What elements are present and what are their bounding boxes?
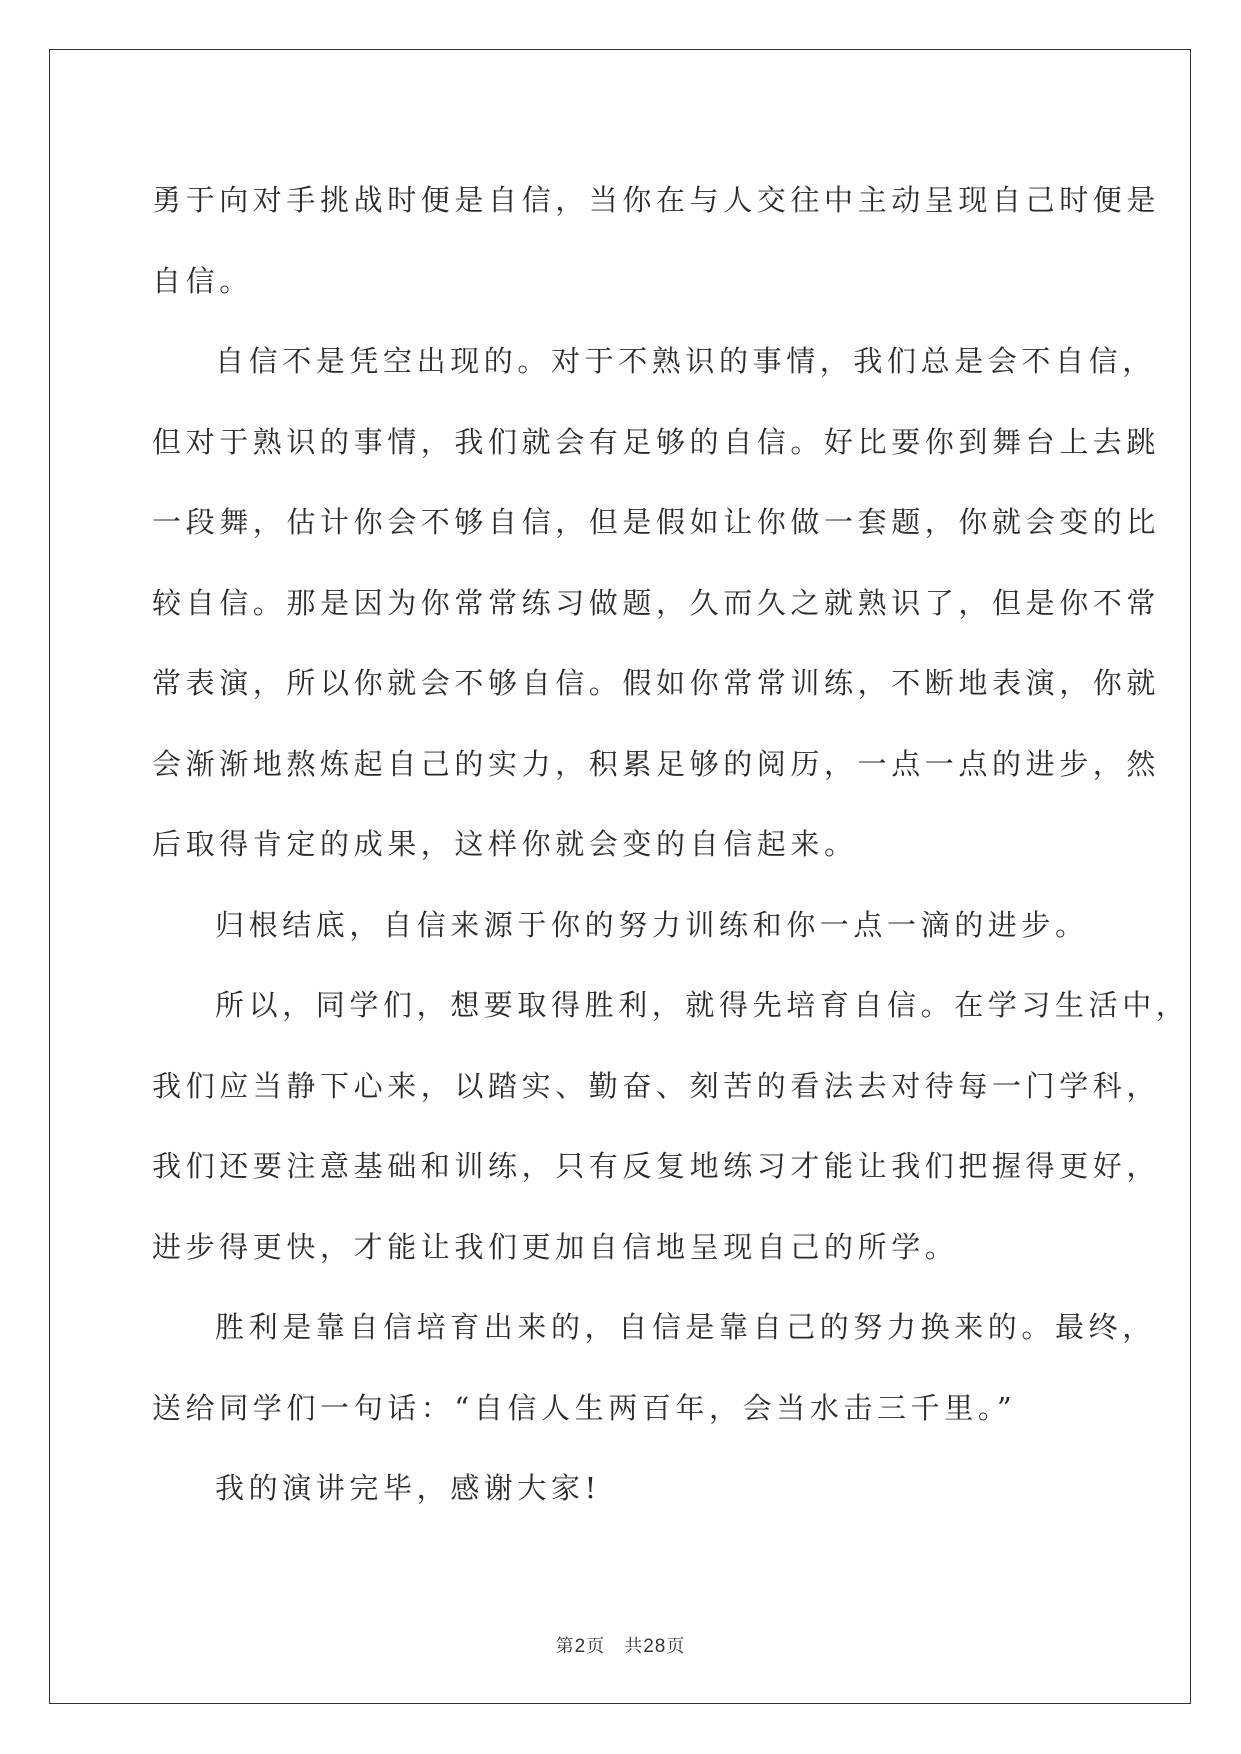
text-line: 送给同学们一句话：“自信人生两百年，会当水击三千里。” bbox=[152, 1390, 1017, 1425]
text-line: 较自信。那是因为你常常练习做题，久而久之就熟识了，但是你不常 bbox=[152, 585, 1161, 620]
text-line: 一段舞，估计你会不够自信，但是假如让你做一套题，你就会变的比 bbox=[152, 505, 1161, 539]
page-mid: 页 共 bbox=[586, 1636, 644, 1657]
text-line: 但对于熟识的事情，我们就会有足够的自信。好比要你到舞台上去跳 bbox=[152, 424, 1161, 459]
text-line: 进步得更快，才能让我们更加自信地呈现自己的所学。 bbox=[152, 1229, 959, 1264]
text-line: 我们还要注意基础和训练，只有反复地练习才能让我们把握得更好， bbox=[152, 1149, 1161, 1183]
page-number-footer bbox=[0, 1632, 1241, 1658]
text-line: 会渐渐地熬炼起自己的实力，积累足够的阅历，一点一点的进步，然 bbox=[152, 746, 1161, 781]
text-line: 所以，同学们，想要取得胜利，就得先培育自信。在学习生活中， bbox=[215, 988, 1190, 1022]
page-suffix: 页 bbox=[666, 1636, 686, 1657]
page-prefix: 第 bbox=[555, 1636, 575, 1657]
text-line: 我们应当静下心来，以踏实、勤奋、刻苦的看法去对待每一门学科， bbox=[152, 1068, 1161, 1103]
text-line: 勇于向对手挑战时便是自信，当你在与人交往中主动呈现自己时便是 bbox=[152, 183, 1161, 217]
text-line: 后取得肯定的成果，这样你就会变的自信起来。 bbox=[152, 827, 858, 861]
page-current: 2 bbox=[574, 1636, 587, 1657]
text-line: 胜利是靠自信培育出来的，自信是靠自己的努力换来的。最终， bbox=[215, 1310, 1156, 1344]
page-total: 28 bbox=[643, 1636, 667, 1657]
text-line: 常表演，所以你就会不够自信。假如你常常训练，不断地表演，你就 bbox=[152, 666, 1161, 700]
text-line: 归根结底，自信来源于你的努力训练和你一点一滴的进步。 bbox=[215, 907, 1089, 942]
text-line: 自信。 bbox=[152, 263, 253, 298]
text-line: 我的演讲完毕，感谢大家! bbox=[215, 1471, 601, 1505]
body-text bbox=[152, 160, 1190, 1529]
text-line: 自信不是凭空出现的。对于不熟识的事情，我们总是会不自信， bbox=[215, 344, 1156, 378]
